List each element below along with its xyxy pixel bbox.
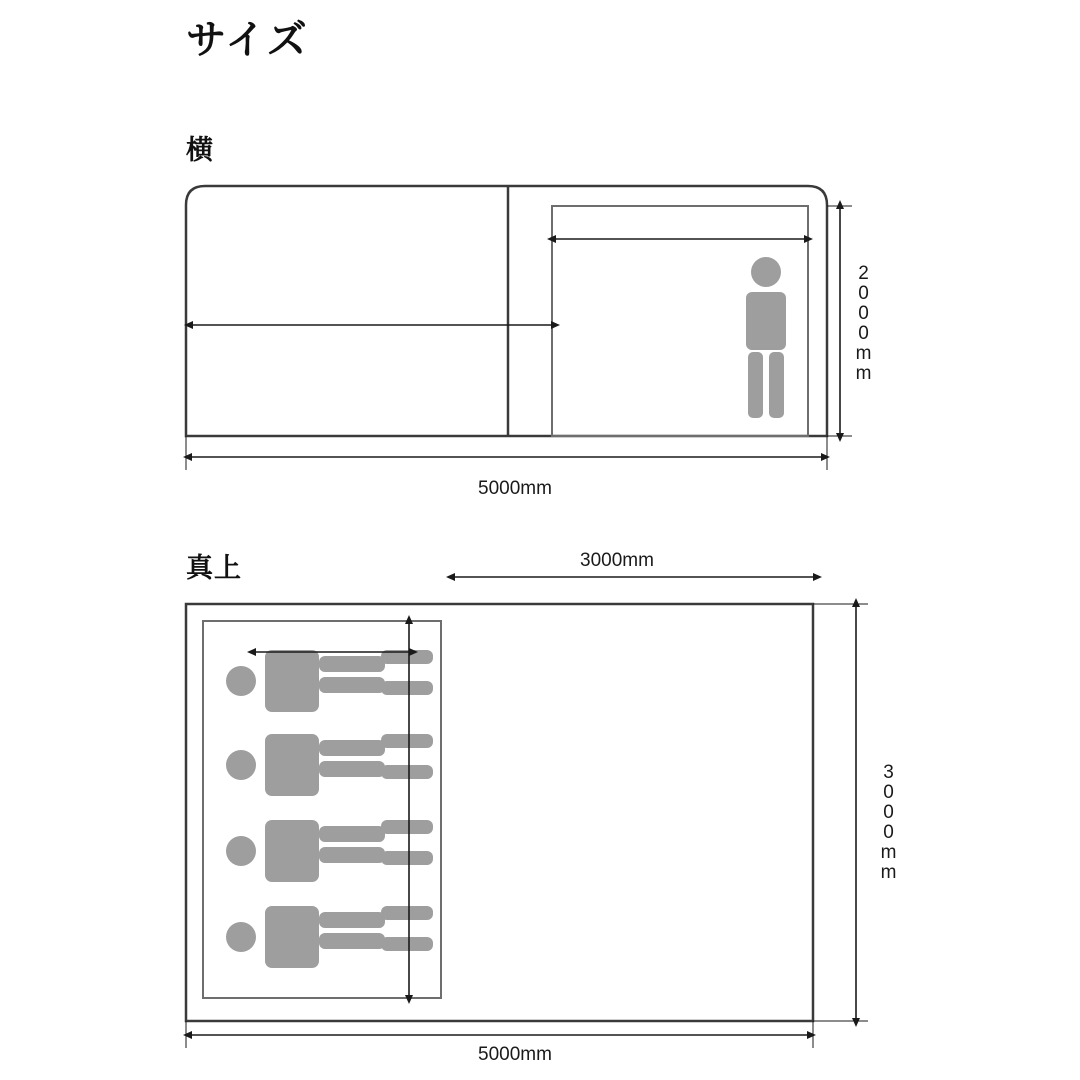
- page-title: サイズ: [186, 18, 309, 62]
- side-view-group: [186, 186, 852, 470]
- top-outer-depth-right-label: 3000mm: [878, 762, 899, 882]
- side-height-label: 2000mm: [853, 263, 874, 383]
- top-outer-depth-top-label: 3000mm: [580, 550, 654, 571]
- top-total-width-label: 5000mm: [478, 1044, 552, 1065]
- top-view-group: [186, 577, 868, 1048]
- side-tent-outline: [186, 186, 827, 436]
- section-label-side: 横: [186, 135, 214, 165]
- side-total-width-label: 5000mm: [478, 478, 552, 499]
- section-label-top: 真上: [186, 553, 242, 583]
